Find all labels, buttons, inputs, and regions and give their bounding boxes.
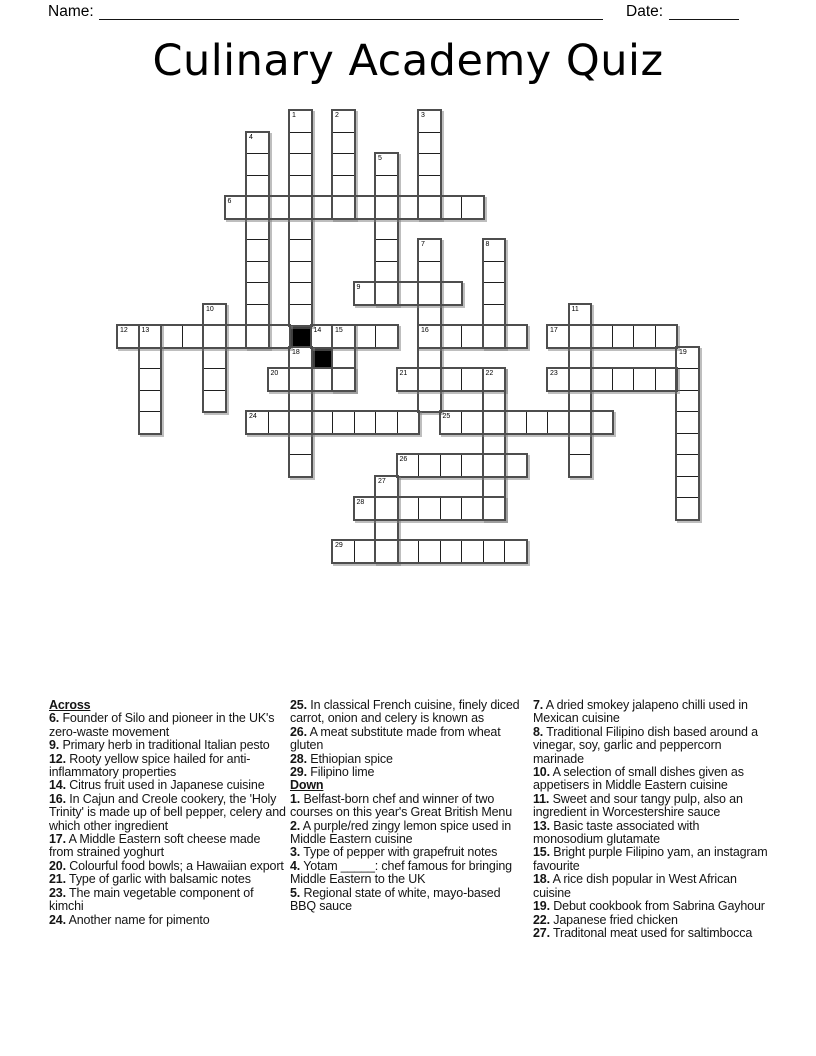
grid-cell xyxy=(418,132,441,155)
clue-item-16: 16. In Cajun and Creole cookery, the 'Holy Trinity' is made up of bell pepper, celery and which other ingredient xyxy=(49,791,286,833)
grid-cell xyxy=(504,325,527,348)
grid-cell xyxy=(418,239,441,262)
grid-cell xyxy=(311,411,334,434)
grid-cell xyxy=(246,175,269,198)
grid-cell xyxy=(246,218,269,241)
clue-number-23: 23 xyxy=(550,370,558,377)
grid-cell xyxy=(289,368,312,391)
grid-cell xyxy=(375,282,398,305)
grid-cell xyxy=(461,196,484,219)
clue-item-11: 11. Sweet and sour tangy pulp, also an ingredient in Worcestershire sauce xyxy=(533,791,743,820)
grid-cell xyxy=(375,476,398,499)
grid-cell xyxy=(203,368,226,391)
grid-cell xyxy=(289,411,312,434)
grid-cell xyxy=(332,325,355,348)
grid-cell xyxy=(375,411,398,434)
grid-cell xyxy=(612,368,635,391)
grid-cell xyxy=(676,454,699,477)
clue-number-8: 8 xyxy=(485,241,490,248)
grid-cell xyxy=(375,218,398,241)
grid-cell xyxy=(139,390,162,413)
grid-cell xyxy=(633,325,656,348)
grid-cell xyxy=(354,411,377,434)
grid-cell xyxy=(332,175,355,198)
grid-cell xyxy=(418,325,441,348)
grid-cell xyxy=(483,304,506,327)
grid-cell xyxy=(676,476,699,499)
grid-cell xyxy=(246,325,269,348)
grid-cell xyxy=(289,153,312,176)
grid-cell xyxy=(332,196,355,219)
grid-cell xyxy=(418,110,441,133)
clue-item-17: 17. A Middle Eastern soft cheese made from strained yoghurt xyxy=(49,832,261,860)
clue-item-3: 3. Type of pepper with grapefruit notes xyxy=(290,845,498,860)
clue-item-1: 1. Belfast-born chef and winner of two courses on this year's Great British Menu xyxy=(290,791,513,820)
grid-cell xyxy=(440,497,463,520)
grid-cell xyxy=(289,261,312,284)
clues-column-3 xyxy=(533,699,770,940)
grid-cell xyxy=(332,368,355,391)
grid-cell xyxy=(289,347,312,370)
grid-cell xyxy=(440,196,463,219)
grid-cell xyxy=(526,411,549,434)
grid-cell xyxy=(354,325,377,348)
clue-item-13: 13. Basic taste associated with monosodium glutamate xyxy=(533,818,700,847)
grid-cell xyxy=(483,390,506,413)
grid-cell xyxy=(268,368,291,391)
crossword-grid xyxy=(117,110,700,564)
grid-cell xyxy=(483,476,506,499)
grid-cell xyxy=(676,368,699,391)
name-label: Name: xyxy=(48,3,94,20)
grid-cell xyxy=(246,261,269,284)
grid-cell xyxy=(160,325,183,348)
clue-number-12: 12 xyxy=(120,327,128,334)
clue-number-6: 6 xyxy=(227,198,232,205)
grid-cell xyxy=(440,411,463,434)
grid-cell xyxy=(483,282,506,305)
grid-cell xyxy=(483,325,506,348)
grid-cell xyxy=(418,540,441,563)
grid-cell xyxy=(375,325,398,348)
clue-number-20: 20 xyxy=(270,370,279,377)
clue-number-28: 28 xyxy=(356,499,365,506)
grid-cell xyxy=(461,411,484,434)
grid-cell xyxy=(289,196,312,219)
clues-heading-down: Down xyxy=(290,778,324,793)
grid-cell xyxy=(397,454,420,477)
clue-item-22: 22. Japanese fried chicken xyxy=(533,912,678,927)
grid-cell xyxy=(246,132,269,155)
grid-cell xyxy=(655,368,678,391)
grid-cell xyxy=(418,390,441,413)
grid-cell xyxy=(225,196,248,219)
clue-item-7: 7. A dried smokey jalapeno chilli used in Mexican cuisine xyxy=(533,698,748,726)
grid-cell xyxy=(397,196,420,219)
grid-cell xyxy=(332,540,355,563)
grid-cell xyxy=(440,454,463,477)
grid-cell xyxy=(569,411,592,434)
grid-cell xyxy=(418,282,441,305)
grid-cell xyxy=(375,261,398,284)
clue-number-22: 22 xyxy=(485,370,494,377)
grid-cell xyxy=(418,347,441,370)
grid-cell xyxy=(139,325,162,348)
clue-number-1: 1 xyxy=(292,112,296,119)
grid-cell xyxy=(375,153,398,176)
grid-cell xyxy=(289,218,312,241)
grid-cell xyxy=(289,110,312,133)
grid-cell xyxy=(483,239,506,262)
grid-cell xyxy=(375,239,398,262)
grid-cell xyxy=(569,347,592,370)
grid-cell xyxy=(246,153,269,176)
grid-cell xyxy=(354,196,377,219)
clue-item-5: 5. Regional state of white, mayo-based BBQ sauce xyxy=(290,885,501,914)
clue-item-2: 2. A purple/red zingy lemon spice used in Middle Eastern cuisine xyxy=(290,818,512,847)
grid-cell xyxy=(375,519,398,542)
grid-cell xyxy=(289,132,312,155)
grid-cell xyxy=(547,368,570,391)
grid-cell xyxy=(203,325,226,348)
grid-cell xyxy=(483,497,506,520)
grid-cell xyxy=(182,325,205,348)
name-blank-line xyxy=(99,1,603,20)
grid-cell xyxy=(569,433,592,456)
clue-number-27: 27 xyxy=(378,477,386,485)
grid-cell xyxy=(332,347,355,370)
clue-number-25: 25 xyxy=(442,413,451,420)
clue-number-5: 5 xyxy=(378,155,382,162)
grid-cell xyxy=(418,368,441,391)
grid-cell xyxy=(203,390,226,413)
grid-cell xyxy=(332,132,355,155)
grid-cell xyxy=(268,325,291,348)
clue-item-12: 12. Rooty yellow spice hailed for anti-inflammatory properties xyxy=(49,751,251,780)
grid-cell xyxy=(246,411,269,434)
grid-cell xyxy=(289,433,312,456)
grid-cell xyxy=(139,347,162,370)
clue-item-27: 27. Traditonal meat used for saltimbocca xyxy=(533,925,753,940)
clue-item-21: 21. Type of garlic with balsamic notes xyxy=(49,872,251,887)
grid-cell xyxy=(483,540,506,563)
grid-cell xyxy=(461,368,484,391)
grid-cell xyxy=(397,497,420,520)
date-blank-line xyxy=(669,1,739,20)
grid-cell xyxy=(418,153,441,176)
clue-item-25: 25. In classical French cuisine, finely diced carrot, onion and celery is known as xyxy=(290,698,520,726)
clue-item-28: 28. Ethiopian spice xyxy=(290,751,393,766)
grid-cell xyxy=(289,239,312,262)
clue-item-6: 6. Founder of Silo and pioneer in the UK's zero-waste movement xyxy=(49,711,275,739)
clue-item-10: 10. A selection of small dishes given as appetisers in Middle Eastern cuisine xyxy=(533,765,744,793)
grid-cell xyxy=(289,282,312,305)
grid-cell xyxy=(375,497,398,520)
clue-item-26: 26. A meat substitute made from wheat gluten xyxy=(290,724,501,753)
clue-item-8: 8. Traditional Filipino dish based around a vinegar, soy, garlic and peppercorn marinade xyxy=(533,724,758,766)
clue-number-10: 10 xyxy=(206,305,214,313)
clue-number-3: 3 xyxy=(421,112,425,119)
grid-cell xyxy=(375,196,398,219)
grid-cell xyxy=(418,175,441,198)
grid-cell xyxy=(590,325,613,348)
clue-item-4: 4. Yotam _____: chef famous for bringing Middle Eastern to the UK xyxy=(290,858,512,887)
clue-item-23: 23. The main vegetable component of kimchi xyxy=(49,885,254,914)
grid-cell xyxy=(397,411,420,434)
clue-number-7: 7 xyxy=(421,241,425,248)
clue-item-19: 19. Debut cookbook from Sabrina Gayhour xyxy=(533,899,765,914)
clue-number-29: 29 xyxy=(335,542,343,549)
grid-cell xyxy=(268,411,291,434)
grid-cell xyxy=(461,454,484,477)
grid-cell xyxy=(676,347,699,370)
grid-cell xyxy=(311,325,334,348)
grid-cell xyxy=(246,282,269,305)
grid-cell xyxy=(461,497,484,520)
grid-cell xyxy=(569,304,592,327)
clue-number-13: 13 xyxy=(141,327,150,334)
grid-cell xyxy=(440,368,463,391)
grid-cell xyxy=(397,368,420,391)
grid-cell xyxy=(547,411,570,434)
grid-cell xyxy=(289,390,312,413)
grid-cell xyxy=(332,153,355,176)
grid-cell xyxy=(569,454,592,477)
grid-cell xyxy=(246,304,269,327)
clue-item-14: 14. Citrus fruit used in Japanese cuisine xyxy=(49,778,265,793)
clue-item-29: 29. Filipino lime xyxy=(290,765,375,780)
clue-item-9: 9. Primary herb in traditional Italian pesto xyxy=(49,738,270,753)
clue-number-4: 4 xyxy=(249,133,253,141)
clue-item-20: 20. Colourful food bowls; a Hawaiian export xyxy=(49,858,284,873)
grid-cell-black xyxy=(311,347,334,370)
page-title: Culinary Academy Quiz xyxy=(152,36,664,86)
grid-cell xyxy=(375,540,398,563)
grid-cell xyxy=(483,261,506,284)
grid-cell xyxy=(289,454,312,477)
grid-cell xyxy=(440,325,463,348)
clue-number-19: 19 xyxy=(679,348,687,356)
grid-cell xyxy=(440,282,463,305)
grid-cell xyxy=(397,282,420,305)
clue-number-17: 17 xyxy=(550,327,558,334)
grid-cell xyxy=(311,368,334,391)
grid-cell xyxy=(139,411,162,434)
grid-cell xyxy=(375,175,398,198)
grid-cell xyxy=(289,175,312,198)
grid-cell xyxy=(461,325,484,348)
clue-item-18: 18. A rice dish popular in West African cuisine xyxy=(533,872,737,900)
date-label: Date: xyxy=(626,3,664,20)
clues-column-2 xyxy=(290,699,527,914)
grid-cell xyxy=(440,540,463,563)
grid-cell xyxy=(676,433,699,456)
grid-cell xyxy=(354,282,377,305)
grid-cell xyxy=(504,454,527,477)
grid-cell xyxy=(418,497,441,520)
clues-column-1 xyxy=(49,699,286,927)
grid-cell xyxy=(332,411,355,434)
clue-number-16: 16 xyxy=(421,327,429,334)
grid-cell xyxy=(676,411,699,434)
clue-number-15: 15 xyxy=(335,327,343,334)
grid-cell xyxy=(590,368,613,391)
clue-number-14: 14 xyxy=(313,327,322,334)
grid-cell xyxy=(676,390,699,413)
grid-cell xyxy=(268,196,291,219)
grid-cell xyxy=(547,325,570,348)
clue-number-11: 11 xyxy=(571,305,579,313)
grid-cell xyxy=(354,497,377,520)
grid-cell xyxy=(397,540,420,563)
grid-cell xyxy=(569,368,592,391)
grid-cell xyxy=(676,497,699,520)
clue-number-21: 21 xyxy=(399,370,408,377)
grid-cell xyxy=(332,110,355,133)
grid-cell xyxy=(139,368,162,391)
grid-cell xyxy=(117,325,140,348)
grid-cell xyxy=(483,368,506,391)
grid-cell xyxy=(203,347,226,370)
clue-number-18: 18 xyxy=(292,348,300,356)
grid-cell xyxy=(483,411,506,434)
clues-heading-across: Across xyxy=(49,698,91,712)
clue-number-24: 24 xyxy=(249,413,257,420)
grid-cell xyxy=(483,433,506,456)
grid-cell-black xyxy=(289,325,312,348)
grid-cell xyxy=(311,196,334,219)
grid-cell xyxy=(612,325,635,348)
clue-number-26: 26 xyxy=(399,456,408,463)
grid-cell xyxy=(569,390,592,413)
grid-cell xyxy=(289,304,312,327)
grid-cell xyxy=(590,411,613,434)
clue-item-15: 15. Bright purple Filipino yam, an instagram favourite xyxy=(533,845,768,873)
grid-cell xyxy=(418,196,441,219)
grid-cell xyxy=(633,368,656,391)
grid-cell xyxy=(569,325,592,348)
clue-number-9: 9 xyxy=(356,284,361,291)
clue-item-24: 24. Another name for pimento xyxy=(49,912,210,927)
clue-number-2: 2 xyxy=(335,112,339,119)
grid-cell xyxy=(225,325,248,348)
grid-cell xyxy=(246,239,269,262)
grid-cell xyxy=(504,411,527,434)
grid-cell xyxy=(418,454,441,477)
grid-cell xyxy=(354,540,377,563)
grid-cell xyxy=(504,540,527,563)
grid-cell xyxy=(461,540,484,563)
grid-cell xyxy=(246,196,269,219)
grid-cell xyxy=(418,261,441,284)
grid-cell xyxy=(483,454,506,477)
grid-cell xyxy=(203,304,226,327)
grid-cell xyxy=(418,304,441,327)
grid-cell xyxy=(655,325,678,348)
